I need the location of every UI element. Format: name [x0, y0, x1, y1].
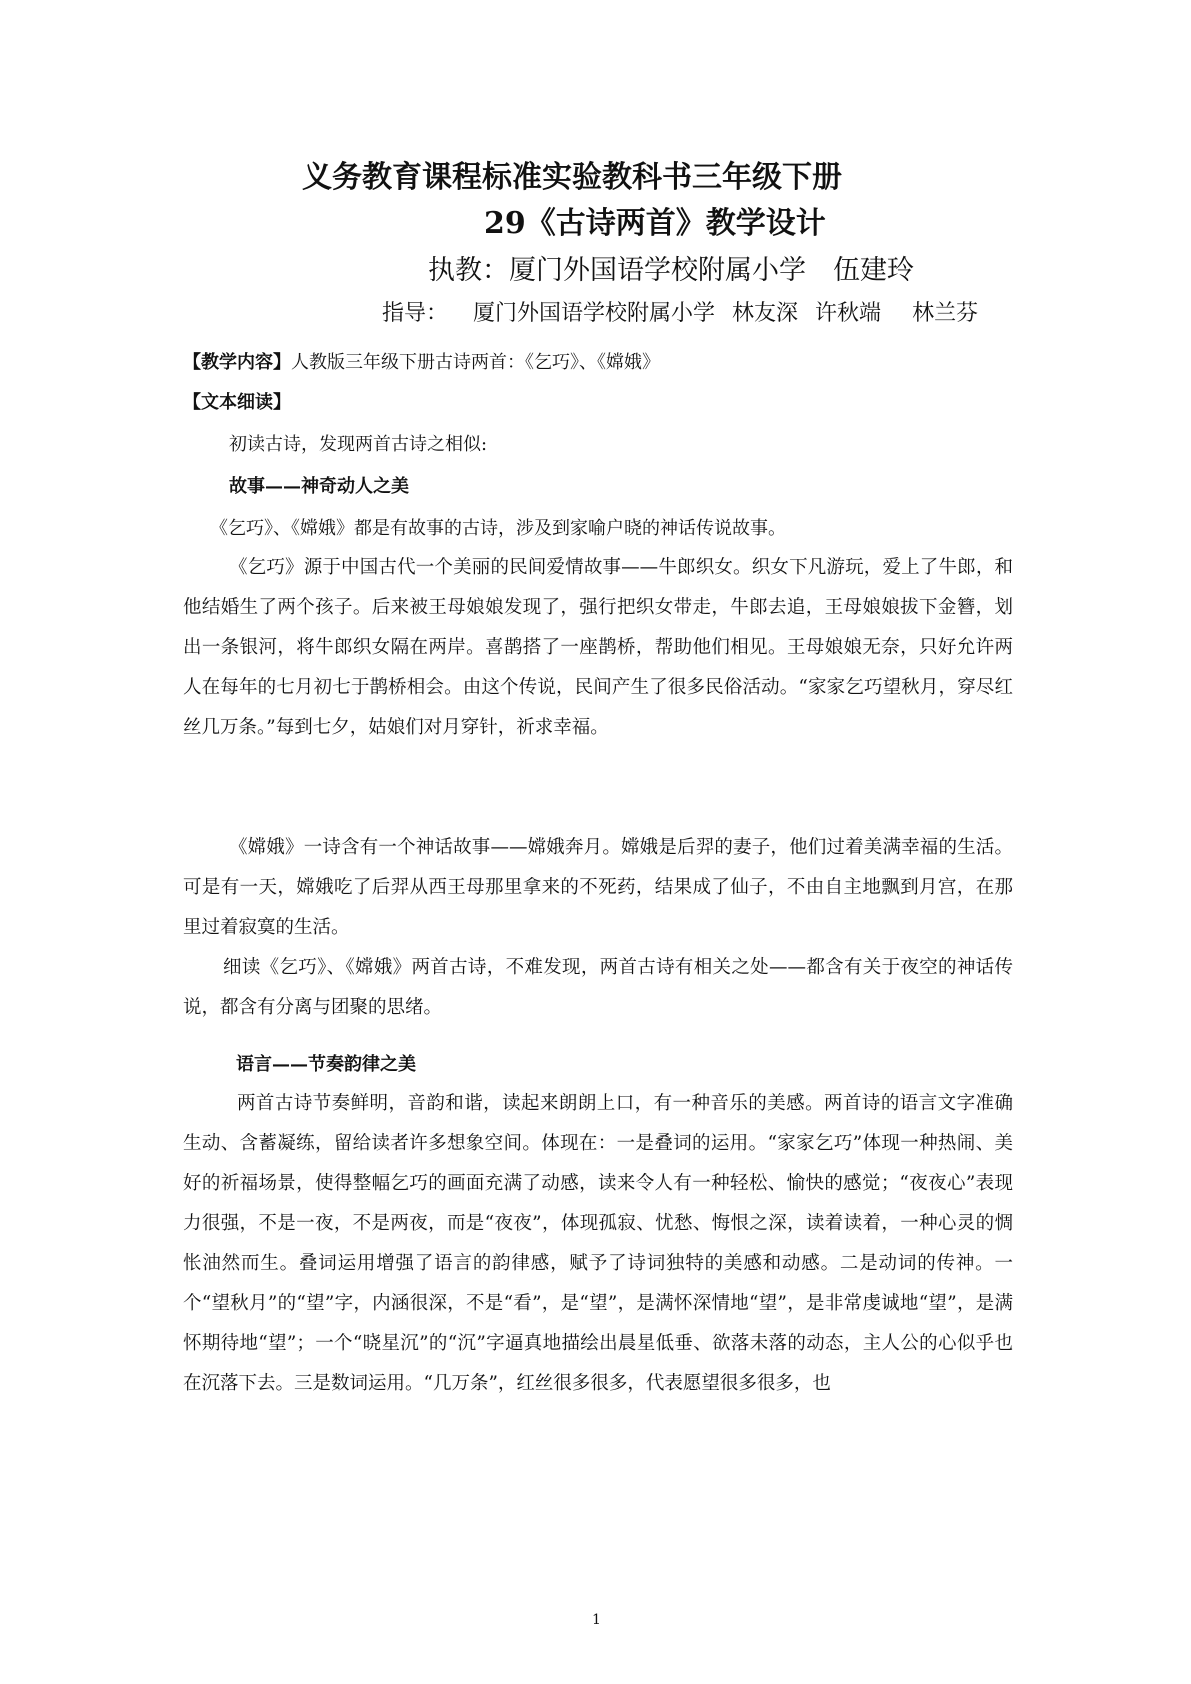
paragraph: 《乞巧》、《嫦娥》都是有故事的古诗，涉及到家喻户晓的神话传说故事。 [210, 518, 786, 539]
paragraph-comparison: 细读《乞巧》、《嫦娥》两首古诗，不难发现，两首古诗有相关之处——都含有关于夜空的神话传说，都含有分离与团聚的思绪。 [183, 957, 1013, 1018]
section-heading-language: 语言——节奏韵律之美 [236, 1054, 416, 1075]
teaching-content-line [183, 348, 660, 374]
text-reading-label: 【文本细读】 [183, 392, 291, 413]
guide-line [382, 296, 978, 327]
paragraph-language: 两首古诗节奏鲜明，音韵和谐，读起来朗朗上口，有一种音乐的美感。两首诗的语言文字准确生动、含蓄凝练，留给读者许多想象空间。体现在：一是叠词的运用。“家家乞巧”体现一种热闹、美好的祈福场景，使得整幅乞巧的画面充满了动感，读来令人有一种轻松、愉快的感觉；“夜夜心”表现力很强，不是一夜，不是两夜，而是“夜夜”，体现孤寂、忧愁、悔恨之深，读着读着，一种心灵的惆怅油然而生。叠词运用增强了语言的韵律感，赋予了诗词独特的美感和动感。二是动词的传神。一个“望秋月”的“望”字，内涵很深，不是“看”，是“望”，是满怀深情地“望”，是非常虔诚地“望”，是满怀期待地“望”；一个“晓星沉”的“沉”字逼真地描绘出晨星低垂、欲落未落的动态，主人公的心似乎也在沉落下去。三是数词运用。“几万条”，红丝很多很多，代表愿望很多很多，也 [183, 1093, 1013, 1394]
paragraph-qiqiao: 《乞巧》源于中国古代一个美丽的民间爱情故事——牛郎织女。织女下凡游玩，爱上了牛郎，和他结婚生了两个孩子。后来被王母娘娘发现了，强行把织女带走，牛郎去追，王母娘娘拔下金簪，划出一条银河，将牛郎织女隔在两岸。喜鹊搭了一座鹊桥，帮助他们相见。王母娘娘无奈，只好允许两人在每年的七月初七于鹊桥相会。由这个传说，民间产生了很多民俗活动。“家家乞巧望秋月，穿尽红丝几万条。”每到七夕，姑娘们对月穿针，祈求幸福。 [183, 557, 1013, 738]
teacher-line: 执教：厦门外国语学校附属小学 伍建玲 [428, 255, 914, 286]
paragraph [183, 948, 1013, 1028]
guide-name: 林友深 [732, 301, 799, 326]
paragraph [183, 548, 1013, 748]
intro-text: 初读古诗，发现两首古诗之相似: [229, 434, 488, 455]
lesson-title: 29《古诗两首》教学设计 [484, 206, 826, 241]
guide-name: 林兰芬 [912, 301, 979, 326]
page-number: 1 [592, 1612, 601, 1628]
document-title: 义务教育课程标准实验教科书三年级下册 [302, 160, 842, 195]
teaching-content-text: 人教版三年级下册古诗两首：《乞巧》、《嫦娥》 [291, 352, 660, 373]
guide-label: 指导： [382, 301, 449, 326]
paragraph [183, 828, 1013, 948]
paragraph [183, 1084, 1013, 1404]
section-heading-story: 故事——神奇动人之美 [229, 476, 409, 497]
guide-school: 厦门外国语学校附属小学 [473, 301, 716, 326]
guide-name: 许秋端 [815, 301, 882, 326]
paragraph-change: 《嫦娥》一诗含有一个神话故事——嫦娥奔月。嫦娥是后羿的妻子，他们过着美满幸福的生活。可是有一天，嫦娥吃了后羿从西王母那里拿来的不死药，结果成了仙子，不由自主地飘到月宫，在那里过着寂寞的生活。 [183, 837, 1013, 938]
teaching-content-label: 【教学内容】 [183, 352, 291, 373]
